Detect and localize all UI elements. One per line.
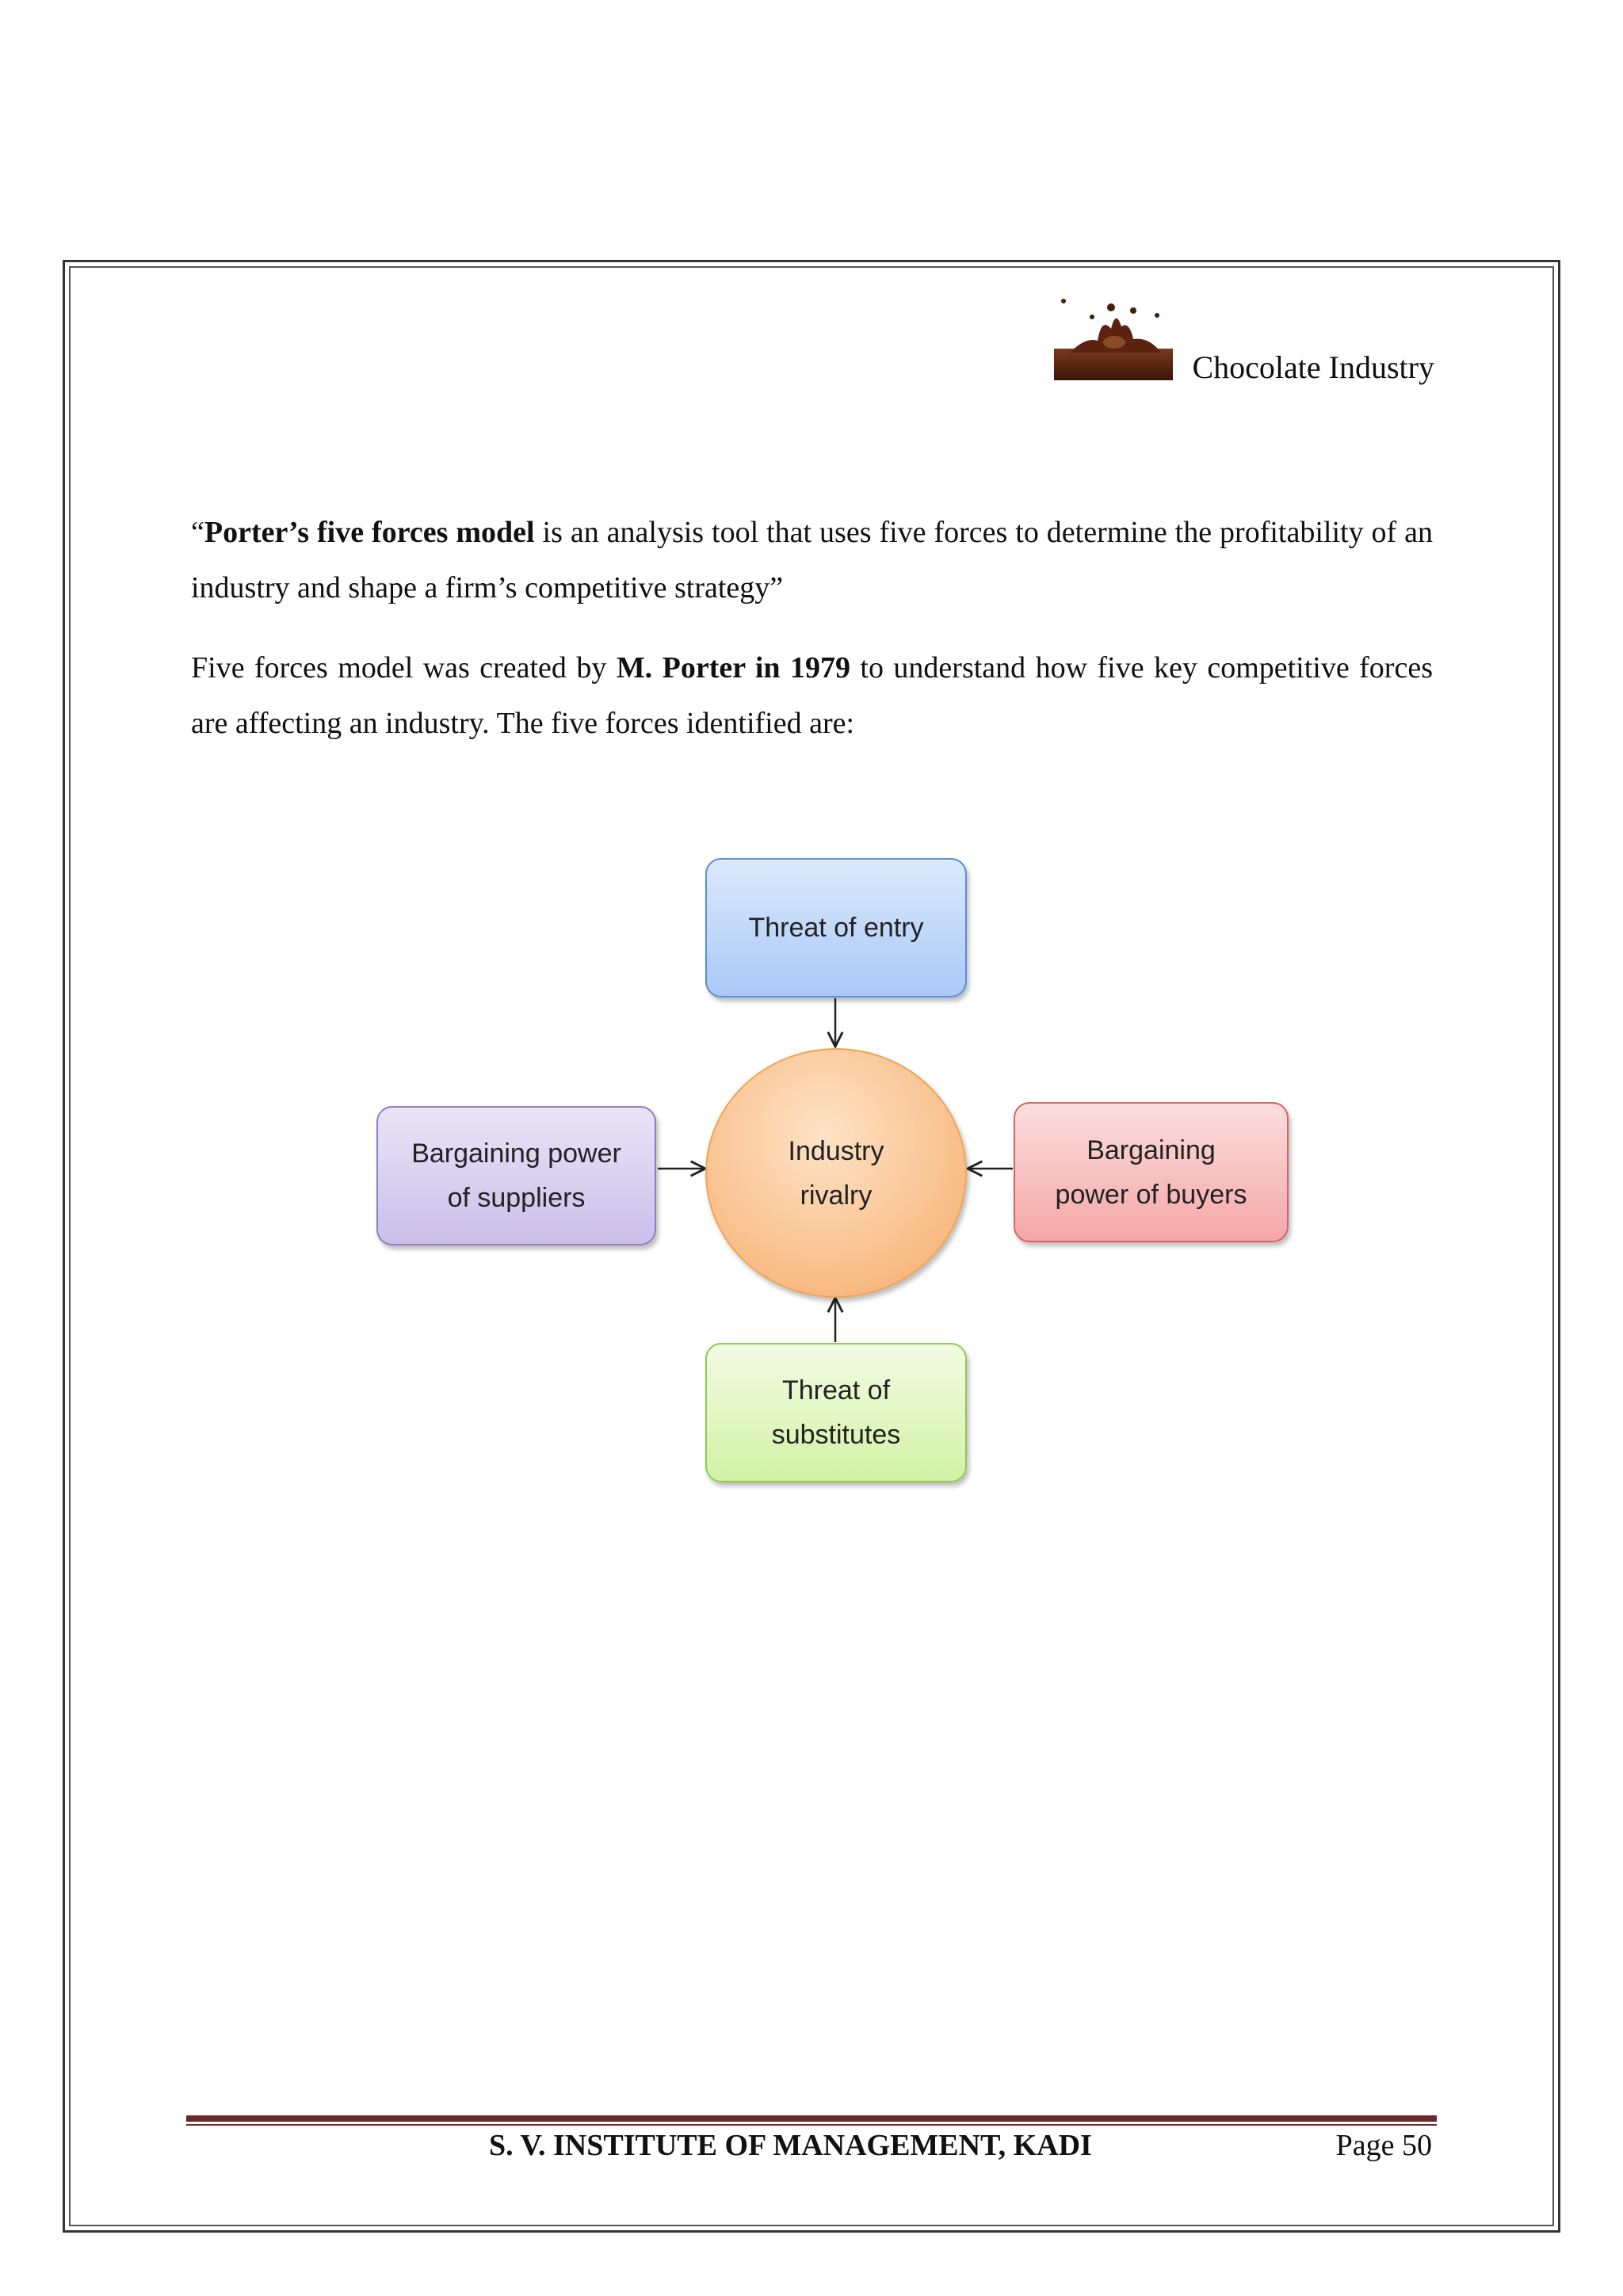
open-quote: “ <box>191 516 204 549</box>
node-threat-of-entry <box>705 858 967 997</box>
page-number: Page 50 <box>1335 2129 1432 2162</box>
footer-institute: S. V. INSTITUTE OF MANAGEMENT, KADI <box>489 2129 1092 2162</box>
node-threat-of-entry-label: Threat of entry <box>748 913 924 943</box>
history-text-before: Five forces model was created by <box>191 651 617 685</box>
definition-text: is an analysis tool that uses five forces to determine the profitability of an industry and shape a firm’s competitive strategy” <box>191 516 1434 605</box>
history-text-after: to understand how five key competitive forces are affecting an industry. The five forces identified are: <box>191 651 1433 740</box>
footer-rule <box>186 2115 1437 2122</box>
node-industry-rivalry-label: Industry rivalry <box>788 1135 884 1211</box>
term-porter-model: Porter’s five forces model <box>204 516 535 549</box>
node-buyer-power <box>1014 1102 1289 1242</box>
author-year: M. Porter in 1979 <box>616 651 850 685</box>
node-supplier-power <box>376 1106 656 1245</box>
node-threat-of-substitutes-label: Threat of substitutes <box>771 1375 901 1450</box>
chocolate-splash-icon <box>1054 293 1173 380</box>
definition-paragraph <box>191 505 1433 616</box>
node-buyer-power-label: Bargaining power of buyers <box>1055 1135 1247 1210</box>
node-industry-rivalry <box>705 1048 967 1298</box>
footer-rule-thin <box>186 2124 1437 2126</box>
node-supplier-power-label: Bargaining power of suppliers <box>411 1138 621 1213</box>
page-header <box>1054 293 1434 388</box>
history-paragraph <box>191 640 1433 751</box>
node-threat-of-substitutes <box>705 1343 967 1482</box>
header-title: Chocolate Industry <box>1192 349 1434 385</box>
